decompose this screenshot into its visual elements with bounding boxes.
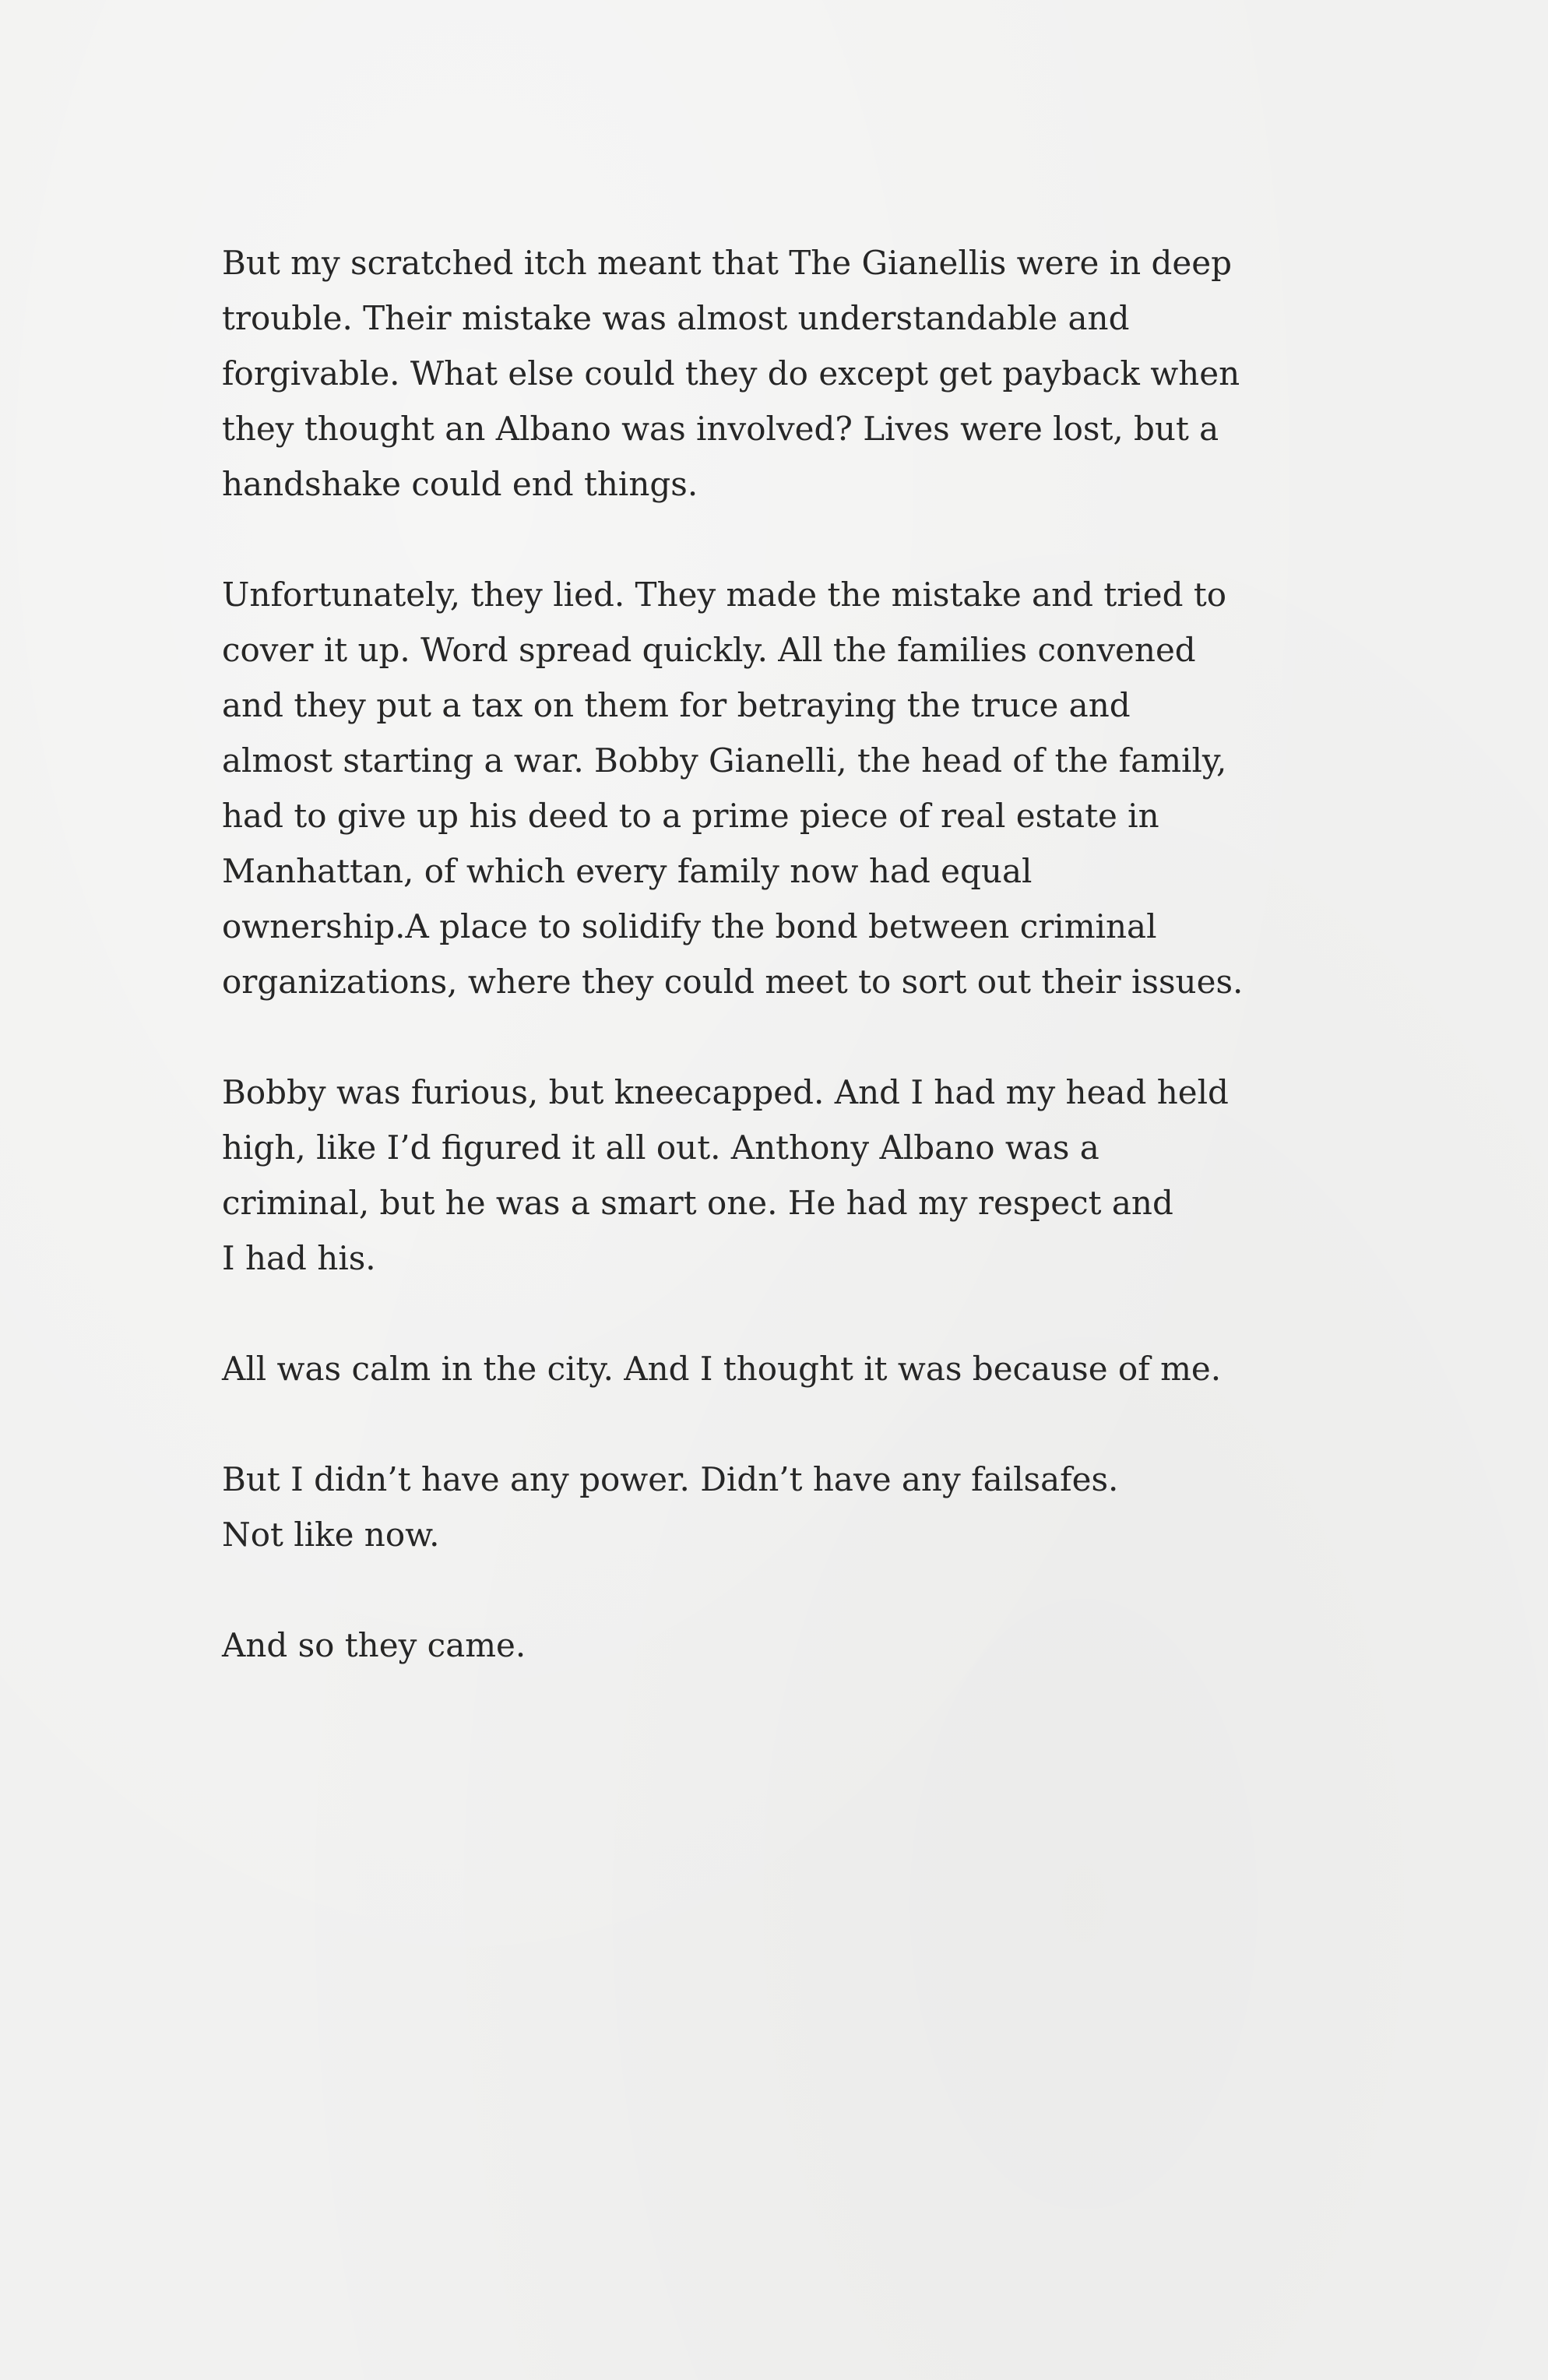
text-line: Unfortunately, they lied. They made the mistake and tried to xyxy=(222,576,1227,614)
text-line: cover it up. Word spread quickly. All the families convened xyxy=(222,631,1196,669)
body-text xyxy=(222,235,1351,1728)
text-line: forgivable. What else could they do except get payback when xyxy=(222,354,1240,393)
text-line: almost starting a war. Bobby Gianelli, the head of the family, xyxy=(222,741,1227,780)
paragraph-5 xyxy=(222,1452,1351,1562)
text-line: ownership.A place to solidify the bond between criminal xyxy=(222,907,1157,945)
paragraph-1 xyxy=(222,235,1351,512)
text-line: high, like I’d figured it all out. Anthony Albano was a xyxy=(222,1128,1099,1167)
paragraph-3 xyxy=(222,1065,1351,1286)
paragraph-4 xyxy=(222,1341,1351,1396)
paragraph-2 xyxy=(222,567,1351,1009)
text-line: And so they came. xyxy=(222,1626,526,1664)
text-line: handshake could end things. xyxy=(222,465,698,503)
text-line: had to give up his deed to a prime piece of real estate in xyxy=(222,797,1159,835)
text-line: Manhattan, of which every family now had equal xyxy=(222,852,1033,890)
text-line: I had his. xyxy=(222,1239,376,1277)
text-line: But I didn’t have any power. Didn’t have any failsafes. xyxy=(222,1460,1119,1498)
text-line: they thought an Albano was involved? Lives were lost, but a xyxy=(222,410,1219,448)
text-line: But my scratched itch meant that The Gianellis were in deep xyxy=(222,244,1233,282)
text-line: Not like now. xyxy=(222,1516,440,1554)
paragraph-6 xyxy=(222,1618,1351,1673)
text-line: trouble. Their mistake was almost understandable and xyxy=(222,299,1130,337)
text-line: organizations, where they could meet to sort out their issues. xyxy=(222,963,1244,1001)
text-line: Bobby was furious, but kneecapped. And I had my head held xyxy=(222,1073,1229,1111)
text-line: All was calm in the city. And I thought it was because of me. xyxy=(222,1350,1222,1388)
text-line: criminal, but he was a smart one. He had my respect and xyxy=(222,1184,1173,1222)
text-line: and they put a tax on them for betraying the truce and xyxy=(222,686,1131,724)
